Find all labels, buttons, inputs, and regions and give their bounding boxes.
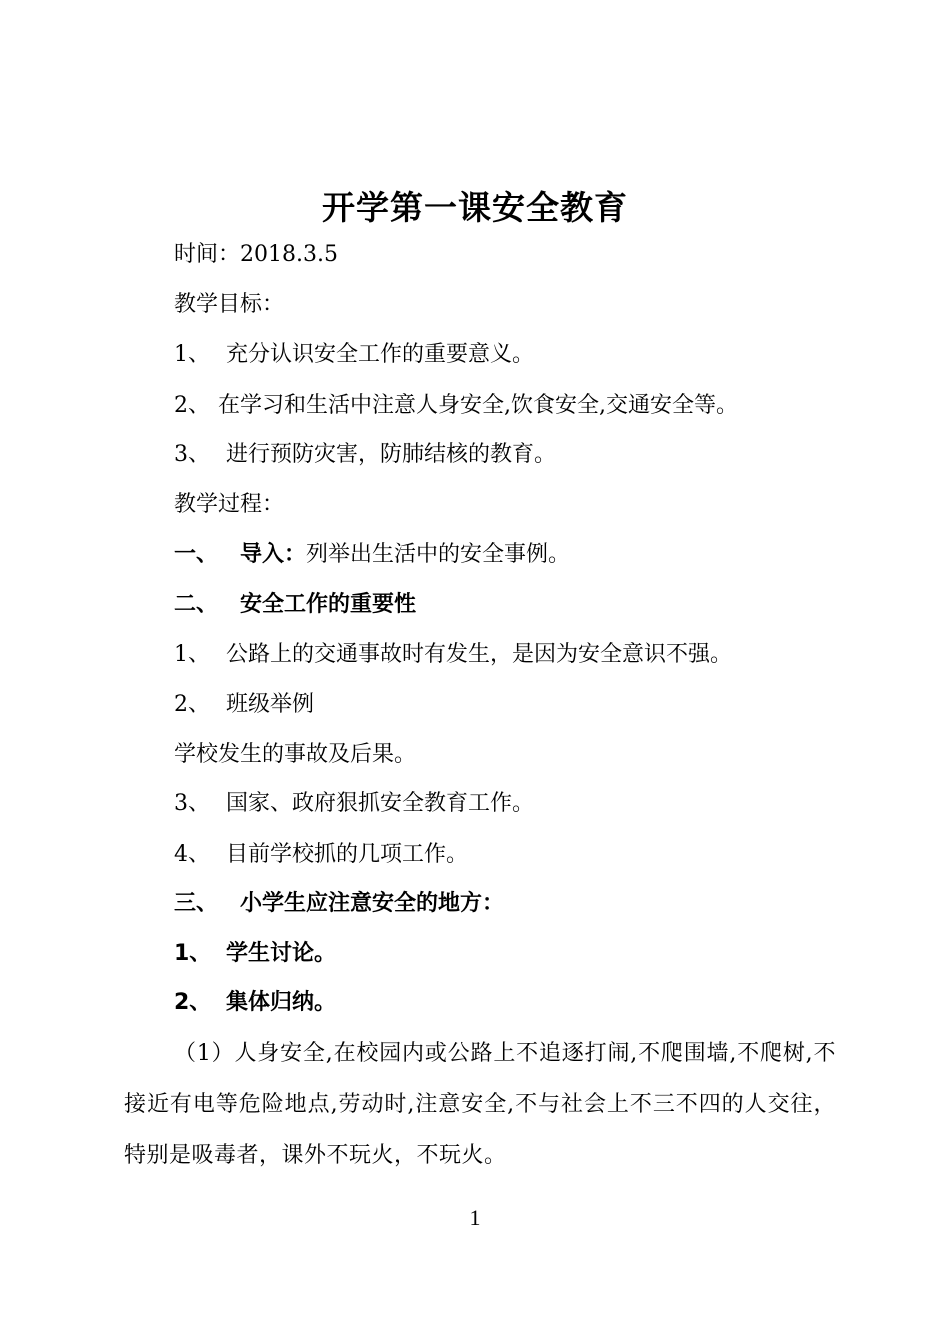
section-2-item [174, 690, 314, 720]
section-label: 导入： [240, 542, 307, 567]
item-number: 1、 [174, 642, 210, 667]
section-number: 一、 [174, 542, 219, 567]
section-2-note: 学校发生的事故及后果。 [174, 742, 417, 767]
item-text: 公路上的交通事故时有发生，是因为安全意识不强。 [226, 642, 733, 667]
item-text: 目前学校抓的几项工作。 [226, 842, 469, 867]
item-text: 班级举例 [226, 692, 315, 717]
section-2-heading [174, 590, 416, 620]
section-2-item [174, 640, 732, 670]
process-heading: 教学过程： [174, 492, 285, 517]
item-text: 学生讨论。 [226, 941, 337, 966]
section-text: 列举出生活中的安全事例。 [306, 542, 571, 567]
goal-item [174, 340, 534, 370]
goal-number: 2、 [174, 393, 210, 418]
item-number: 2、 [174, 990, 212, 1015]
item-number: 1、 [174, 941, 212, 966]
time-label: 时间： [174, 242, 241, 267]
section-2-item [174, 789, 534, 819]
document-title: 开学第一课安全教育 [322, 188, 628, 227]
goals-heading: 教学目标： [174, 292, 285, 317]
item-text: 集体归纳。 [226, 990, 337, 1015]
section-2-item [174, 840, 468, 870]
section-label: 小学生应注意安全的地方： [240, 891, 505, 916]
time-line [174, 240, 338, 270]
item-text: 国家、政府狠抓安全教育工作。 [226, 791, 535, 816]
time-value: 2018.3.5 [240, 242, 338, 267]
goal-text: 进行预防灾害，防肺结核的教育。 [226, 442, 557, 467]
section-number: 二、 [174, 592, 219, 617]
goal-text: 充分认识安全工作的重要意义。 [226, 342, 535, 367]
goal-text: 在学习和生活中注意人身安全,饮食安全,交通安全等。 [218, 393, 738, 418]
item-number: 3、 [174, 791, 210, 816]
item-number: 2、 [174, 692, 210, 717]
goal-number: 3、 [174, 442, 210, 467]
section-3-item [174, 988, 336, 1018]
goal-item [174, 440, 556, 470]
section-number: 三、 [174, 891, 219, 916]
section-label: 安全工作的重要性 [240, 592, 417, 617]
item-number: 4、 [174, 842, 210, 867]
goal-item [174, 391, 738, 421]
page-number: 1 [469, 1205, 481, 1230]
section-3-heading [174, 889, 504, 919]
section-3-item [174, 939, 336, 969]
safety-paragraph: （1）人身安全,在校园内或公路上不追逐打闹,不爬围墙,不爬树,不接近有电等危险地点,劳动时,注意安全,不与社会上不三不四的人交往，特别是吸毒者，课外不玩火，不玩火。 [124, 1041, 836, 1168]
goal-number: 1、 [174, 342, 210, 367]
section-1 [174, 540, 570, 570]
